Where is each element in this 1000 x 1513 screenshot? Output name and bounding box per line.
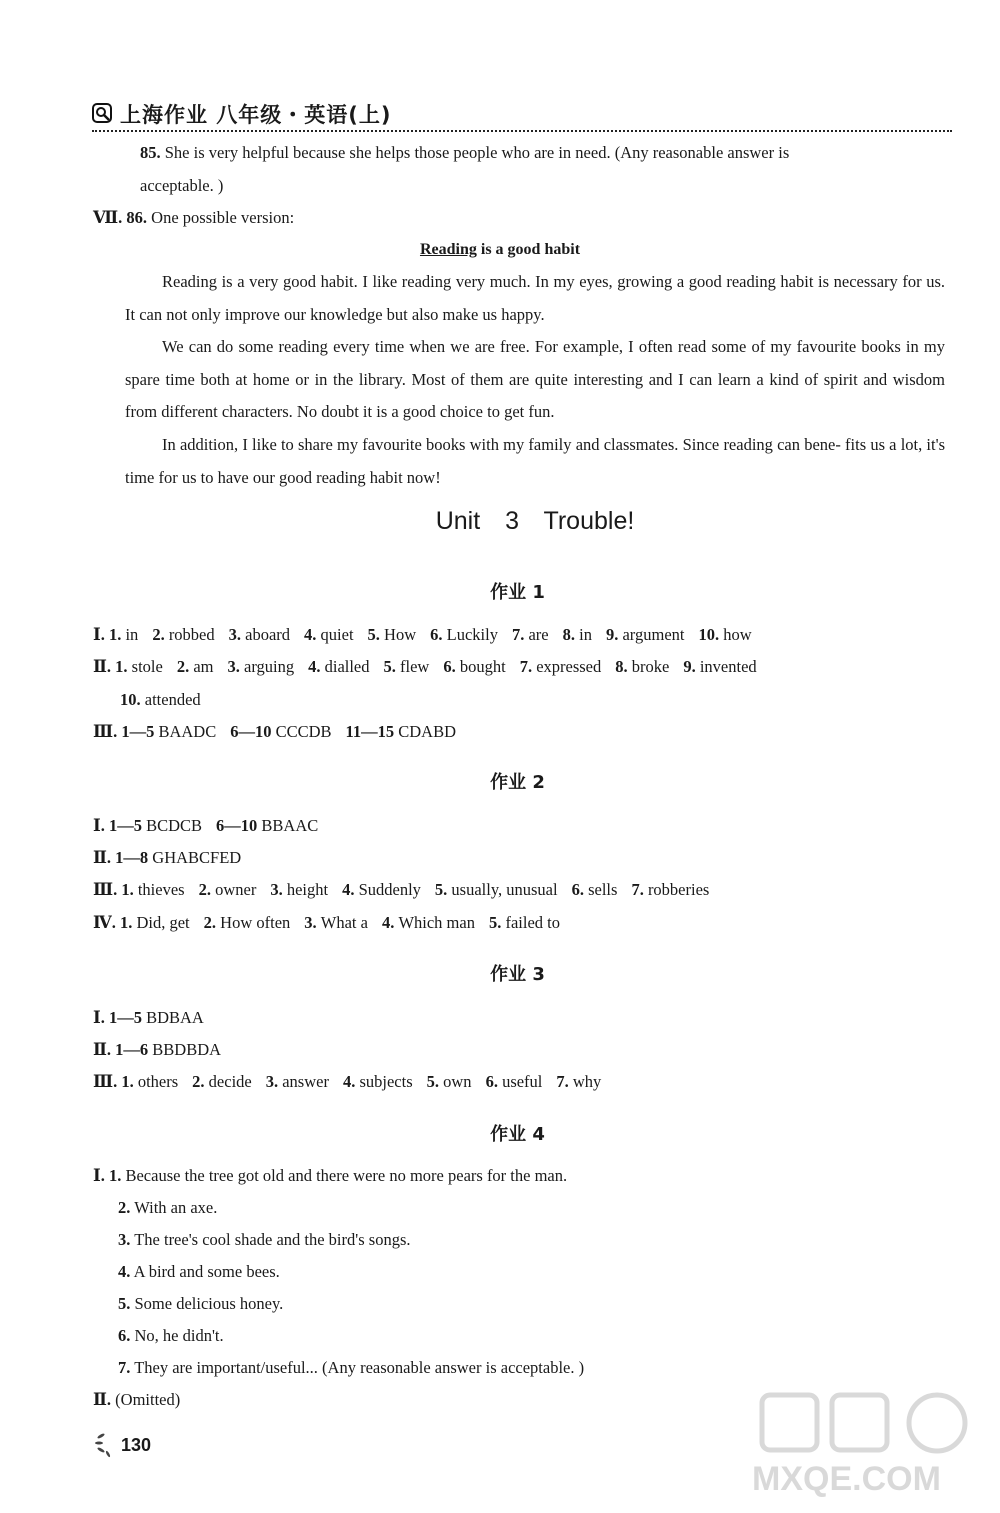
- answer-text: aboard: [245, 625, 291, 644]
- answer-item: [216, 816, 318, 835]
- answer-text: flew: [400, 657, 430, 676]
- answer-item: [230, 722, 331, 741]
- answer-text: Suddenly: [358, 880, 421, 899]
- q85-line1: [140, 143, 789, 163]
- answer-number: 10.: [120, 690, 145, 709]
- answer-item: [120, 690, 201, 709]
- answer-number: 4.: [118, 1262, 131, 1281]
- answer-item: [121, 1072, 178, 1091]
- essay-paragraph: Reading is a very good habit. I like reading very much. In my eyes, growing a good reading habit is necessary for us. It can not only improve our knowledge but also make us happy.: [125, 272, 945, 324]
- hw4-answer-1: [93, 1166, 567, 1186]
- answer-number: 7.: [511, 625, 529, 644]
- answer-text: expressed: [536, 657, 602, 676]
- answer-text: how: [723, 625, 752, 644]
- section-roman: Ⅲ.: [93, 1072, 118, 1091]
- answer-item: [343, 1072, 413, 1091]
- page-number: [95, 1428, 151, 1463]
- essay-body: [125, 266, 945, 494]
- answer-item: [683, 657, 756, 676]
- answer-text: Because the tree got old and there were no more pears for the man.: [125, 1166, 568, 1185]
- answer-item: [346, 722, 456, 741]
- answer-number: 1—5: [121, 722, 159, 741]
- page-number-text: 130: [121, 1435, 152, 1455]
- answer-item: [115, 1040, 221, 1059]
- answer-number: 10.: [698, 625, 724, 644]
- answer-item: [204, 913, 291, 932]
- answer-item: [698, 625, 751, 644]
- answer-text: are: [528, 625, 549, 644]
- answer-text: useful: [502, 1072, 543, 1091]
- essay-paragraph: In addition, I like to share my favourite books with my family and classmates. Since reading can bene- fits us a lot, it's time for us to have our good reading habit now!: [125, 434, 945, 487]
- answer-text: How often: [220, 913, 291, 932]
- section-roman: Ⅲ.: [93, 722, 118, 741]
- header-title: 上海作业 八年级・英语(上): [120, 103, 392, 127]
- answer-item: [563, 625, 592, 644]
- answer-number: 3.: [227, 657, 244, 676]
- hw1-title: 作业 1: [490, 582, 545, 603]
- hw2-section1: [93, 816, 332, 836]
- answer-text: failed to: [505, 913, 560, 932]
- hw2-section3: [93, 880, 723, 900]
- answer-item: [512, 625, 549, 644]
- answer-item: [199, 880, 257, 899]
- answer-text: stole: [131, 657, 163, 676]
- answer-number: 5.: [434, 880, 452, 899]
- answer-item: [384, 657, 430, 676]
- hw4-answer-3: [118, 1230, 411, 1250]
- answer-item: [489, 913, 560, 932]
- answer-number: 5.: [118, 1294, 131, 1313]
- answer-number: 4.: [304, 625, 321, 644]
- essay-title: [0, 241, 1000, 259]
- answer-item: [606, 625, 685, 644]
- hw4-answer-6: [118, 1326, 224, 1346]
- essay-title-underlined: Reading: [419, 241, 477, 258]
- hw2-section2: [93, 848, 255, 868]
- q85-number: 85.: [140, 143, 161, 162]
- section-roman: Ⅰ.: [93, 1008, 105, 1027]
- answer-text: usually, unusual: [451, 880, 558, 899]
- answer-number: 1.: [108, 1166, 122, 1185]
- answer-text: BAADC: [158, 722, 217, 741]
- answer-item: [430, 625, 498, 644]
- answer-item: [615, 657, 669, 676]
- answer-text: bought: [459, 657, 506, 676]
- answer-number: 6—10: [230, 722, 276, 741]
- hw1-section2-cont: [120, 690, 215, 710]
- answer-number: 6.: [571, 880, 589, 899]
- header-divider: [92, 130, 952, 132]
- answer-number: 6.: [485, 1072, 503, 1091]
- answer-text: sells: [588, 880, 618, 899]
- answer-item: [109, 816, 202, 835]
- answer-text: Which man: [398, 913, 475, 932]
- answer-text: owner: [215, 880, 257, 899]
- answer-item: [152, 625, 214, 644]
- answer-text: subjects: [359, 1072, 413, 1091]
- answer-text: BDBAA: [146, 1008, 204, 1027]
- answer-item: [427, 1072, 472, 1091]
- answer-item: [443, 657, 505, 676]
- hw4-answer-5: [118, 1294, 283, 1314]
- answer-number: 3.: [270, 880, 287, 899]
- answer-number: 7.: [631, 880, 648, 899]
- answer-number: 1—8: [115, 848, 153, 867]
- answer-item: [115, 657, 163, 676]
- answer-number: 4.: [342, 880, 359, 899]
- answer-text: why: [572, 1072, 602, 1091]
- essay-paragraph: We can do some reading every time when we are free. For example, I often read some of my favourite books in my spare time both at home or in the library. Most of them are quite interesting and I can learn a kind of spirit and wisdom from different characters. No doubt it is a good choice to get fun.: [125, 337, 945, 422]
- answer-text: BCDCB: [146, 816, 203, 835]
- section-roman: Ⅱ.: [93, 657, 112, 676]
- answer-number: 9.: [683, 657, 700, 676]
- answer-text: Some delicious honey.: [134, 1294, 284, 1313]
- answer-number: 3.: [118, 1230, 131, 1249]
- answer-number: 6.: [430, 625, 447, 644]
- answer-number: 5.: [383, 657, 401, 676]
- section-roman: Ⅱ.: [93, 848, 112, 867]
- answer-text: robberies: [647, 880, 710, 899]
- answer-item: [631, 880, 709, 899]
- section-roman: Ⅱ.: [93, 1390, 112, 1409]
- answer-text: CCCDB: [275, 722, 332, 741]
- answer-text: A bird and some bees.: [133, 1262, 280, 1281]
- section-roman: Ⅶ.: [93, 208, 123, 227]
- answer-item: [308, 657, 369, 676]
- answer-number: 1—5: [108, 1008, 147, 1027]
- answer-text: What a: [320, 913, 368, 932]
- answer-item: [304, 913, 368, 932]
- answer-text: BBDBDA: [152, 1040, 222, 1059]
- answer-text: answer: [282, 1072, 329, 1091]
- hw4-answer-4: [118, 1262, 280, 1282]
- page-header: [92, 98, 392, 130]
- answer-text: They are important/useful... (Any reasonable answer is acceptable. ): [134, 1358, 585, 1377]
- q85-text: She is very helpful because she helps those people who are in need. (Any reasonable answer is: [164, 143, 790, 162]
- hw3-section3: [93, 1072, 615, 1092]
- hw3-section2: [93, 1040, 235, 1060]
- answer-item: [435, 880, 558, 899]
- answer-text: am: [193, 657, 214, 676]
- answer-number: 1.: [121, 1072, 138, 1091]
- answer-text: own: [443, 1072, 472, 1091]
- answer-number: 7.: [118, 1358, 131, 1377]
- answer-item: [121, 880, 184, 899]
- answer-number: 11—15: [345, 722, 399, 741]
- hw4-section2: [93, 1390, 180, 1410]
- q86-text: One possible version:: [151, 208, 295, 227]
- answer-number: 5.: [367, 625, 385, 644]
- answer-item: [192, 1072, 252, 1091]
- answer-text: Luckily: [446, 625, 498, 644]
- answer-item: [109, 1008, 204, 1027]
- answer-text: argument: [622, 625, 685, 644]
- answer-text: How: [384, 625, 417, 644]
- answer-text: in: [125, 625, 139, 644]
- hw1-section2: [93, 657, 771, 677]
- answer-item: [109, 625, 138, 644]
- answer-item: [368, 625, 417, 644]
- answer-number: 5.: [426, 1072, 444, 1091]
- answer-item: [304, 625, 354, 644]
- answer-text: With an axe.: [134, 1198, 218, 1217]
- answer-number: 8.: [562, 625, 580, 644]
- answer-number: 5.: [488, 913, 506, 932]
- omitted-text: (Omitted): [115, 1390, 181, 1409]
- answer-number: 6—10: [216, 816, 262, 835]
- answer-number: 2.: [176, 657, 194, 676]
- answer-number: 2.: [152, 625, 169, 644]
- hw1-section3: [93, 722, 470, 742]
- answer-item: [120, 913, 190, 932]
- answer-number: 3.: [228, 625, 246, 644]
- answer-item: [121, 722, 216, 741]
- answer-text: Did, get: [136, 913, 190, 932]
- answer-item: [229, 625, 290, 644]
- answer-item: [228, 657, 295, 676]
- answer-text: BBAAC: [261, 816, 319, 835]
- answer-item: [520, 657, 602, 676]
- q85-line2: acceptable. ): [140, 176, 224, 195]
- section-roman: Ⅰ.: [93, 625, 105, 644]
- answer-number: 1—5: [108, 816, 147, 835]
- hw3-section1: [93, 1008, 218, 1028]
- answer-text: height: [286, 880, 329, 899]
- answer-number: 1.: [115, 657, 132, 676]
- watermark-logo: [732, 1385, 982, 1505]
- answer-item: [115, 848, 241, 867]
- answer-number: 2.: [198, 880, 216, 899]
- answer-text: thieves: [137, 880, 185, 899]
- answer-text: attended: [144, 690, 201, 709]
- answer-number: 1.: [108, 625, 126, 644]
- answer-number: 1.: [121, 880, 138, 899]
- hw4-title: 作业 4: [490, 1124, 545, 1145]
- answer-number: 2.: [192, 1072, 209, 1091]
- answer-item: [556, 1072, 601, 1091]
- answer-text: GHABCFED: [152, 848, 242, 867]
- answer-text: arguing: [244, 657, 295, 676]
- hw2-title: 作业 2: [490, 772, 545, 793]
- q86-number: 86.: [126, 208, 148, 227]
- answer-number: 3.: [304, 913, 321, 932]
- answer-number: 2.: [118, 1198, 131, 1217]
- answer-number: 9.: [605, 625, 623, 644]
- answer-text: dialled: [324, 657, 370, 676]
- answer-number: 3.: [265, 1072, 283, 1091]
- section-roman: Ⅰ.: [93, 1166, 105, 1185]
- answer-text: robbed: [168, 625, 215, 644]
- answer-item: [486, 1072, 543, 1091]
- answer-number: 8.: [615, 657, 632, 676]
- essay-title-rest: is a good habit: [476, 241, 581, 258]
- section-roman: Ⅱ.: [93, 1040, 112, 1059]
- answer-text: decide: [208, 1072, 252, 1091]
- answer-text: others: [137, 1072, 179, 1091]
- answer-number: 1.: [119, 913, 137, 932]
- hw2-section4: [93, 913, 574, 933]
- answer-item: [266, 1072, 329, 1091]
- section-roman: Ⅰ.: [93, 816, 105, 835]
- leaf-ornament-icon: [95, 1428, 121, 1463]
- answer-number: 6.: [118, 1326, 131, 1345]
- answer-text: CDABD: [398, 722, 457, 741]
- answer-number: 4.: [342, 1072, 360, 1091]
- unit-title: Unit 3 Trouble!: [435, 507, 635, 535]
- hw4-answer-7: [118, 1358, 584, 1378]
- answer-item: [342, 880, 421, 899]
- hw4-answer-2: [118, 1198, 217, 1218]
- answer-text: No, he didn't.: [134, 1326, 224, 1345]
- answer-number: 1—6: [115, 1040, 153, 1059]
- answer-number: 4.: [308, 657, 325, 676]
- answer-number: 7.: [556, 1072, 573, 1091]
- answer-text: broke: [631, 657, 670, 676]
- answer-number: 4.: [381, 913, 399, 932]
- answer-text: The tree's cool shade and the bird's songs.: [134, 1230, 411, 1249]
- answer-number: 2.: [203, 913, 221, 932]
- magnifier-icon: [92, 103, 114, 125]
- answer-item: [572, 880, 618, 899]
- answer-item: [270, 880, 328, 899]
- hw1-section1: [93, 625, 766, 645]
- answer-text: in: [579, 625, 592, 644]
- q86-line: [93, 208, 294, 228]
- answer-item: [382, 913, 475, 932]
- answer-text: quiet: [320, 625, 354, 644]
- watermark-text: MXQE.COM: [752, 1460, 941, 1498]
- answer-text: invented: [699, 657, 757, 676]
- section-roman: Ⅳ.: [93, 913, 116, 932]
- answer-number: 7.: [519, 657, 537, 676]
- hw3-title: 作业 3: [490, 964, 545, 985]
- answer-item: [177, 657, 214, 676]
- section-roman: Ⅲ.: [93, 880, 118, 899]
- answer-number: 6.: [443, 657, 460, 676]
